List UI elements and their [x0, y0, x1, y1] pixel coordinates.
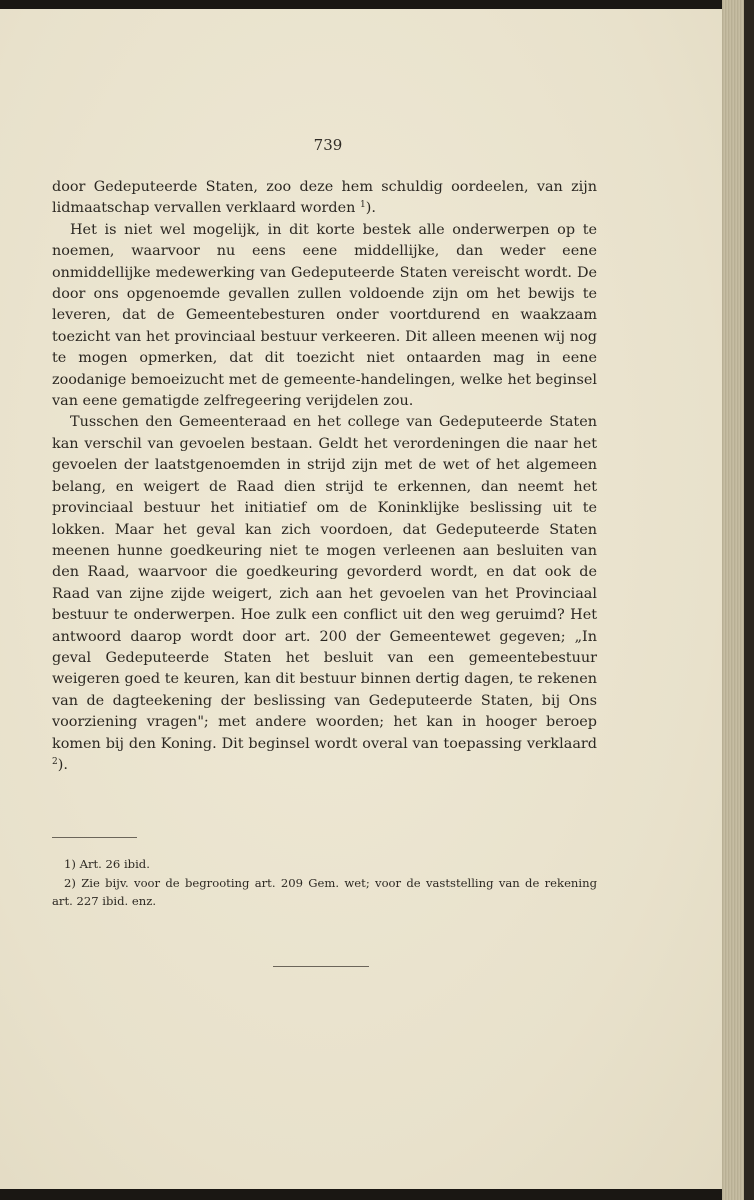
paragraph-1-line-1: door Gedeputeerde Staten, zoo deze hem schuldig oordeelen, van — [52, 179, 563, 195]
paragraph-1-tail: ). — [365, 200, 376, 217]
paragraph-1 — [52, 177, 597, 220]
footnotes — [52, 855, 597, 911]
page-number: 739 — [313, 136, 343, 154]
footnote-divider — [52, 837, 137, 838]
footnote-ref-1: 1 — [360, 200, 366, 211]
page-sheet — [0, 9, 722, 1189]
footnote-1: 1) Art. 26 ibid. — [64, 857, 150, 871]
paragraph-1-line-2: zijn lidmaatschap vervallen verklaard worden — [52, 179, 598, 217]
paragraph-3-text: Tusschen den Gemeenteraad en het college van Gedeputeerde Staten kan verschil van gevoelen bestaan. Geldt het verordeningen die naar het gevoelen der laatstgenoemden in strijd zijn met de wet of het algemeen belang, en weigert de Raad dien strijd te erkennen, dan neemt het provinciaal bestuur het initiatief om de Koninklijke beslissing uit te lokken. Maar het geval kan zich voordoen, dat Gedeputeerde Staten meenen hunne goedkeuring niet te mogen verleenen aan besluiten van den Raad, waarvoor die goedkeuring gevorderd wordt, en dat ook de Raad van zijne zijde weigert, zich aan het gevoelen van het Provinciaal bestuur te onderwerpen. Hoe zulk een conflict uit den weg geruimd? Het antwoord daarop wordt door art. 200 der Gemeentewet gegeven; „In geval Gedeputeerde Staten het besluit van een gemeentebestuur weigeren goed te keuren, kan dit bestuur binnen dertig dagen, te rekenen van de dagteekening der beslissing van Gedeputeerde Staten, bij Ons voorziening vragen"; met andere woorden; het kan in hooger beroep komen bij den Koning. Dit beginsel wordt overal van toepassing verklaard — [52, 414, 597, 752]
footnote-2: 2) Zie bijv. voor de begrooting art. 209 Gem. wet; voor de vaststelling van de rekening art. 227 ibid. enz. — [52, 875, 597, 909]
end-divider — [273, 966, 369, 967]
footnote-ref-2: 2 — [52, 756, 58, 767]
paragraph-3 — [52, 412, 597, 776]
paragraph-3-tail: ). — [57, 756, 68, 773]
paragraph-2: Het is niet wel mogelijk, in dit korte bestek alle onderwerpen op te noemen, waarvoor nu eens eene middellijke, dan weder eene onmiddellijke medewerking van Gedeputeerde Staten vereischt wordt. De door ons opgenoemde gevallen zullen voldoende zijn om het bewijs te leveren, dat de Gemeentebesturen onder voortdurend en waakzaam toezicht van het provinciaal bestuur verkeeren. Dit alleen meenen wij nog te mogen opmerken, dat dit toezicht niet ontaarden mag in eene zoodanige bemoeizucht met de gemeente-handelingen, welke het beginsel van eene gematigde zelfregeering verijdelen zou. — [52, 221, 597, 410]
scan-border — [744, 0, 754, 1200]
body-text — [52, 177, 597, 776]
